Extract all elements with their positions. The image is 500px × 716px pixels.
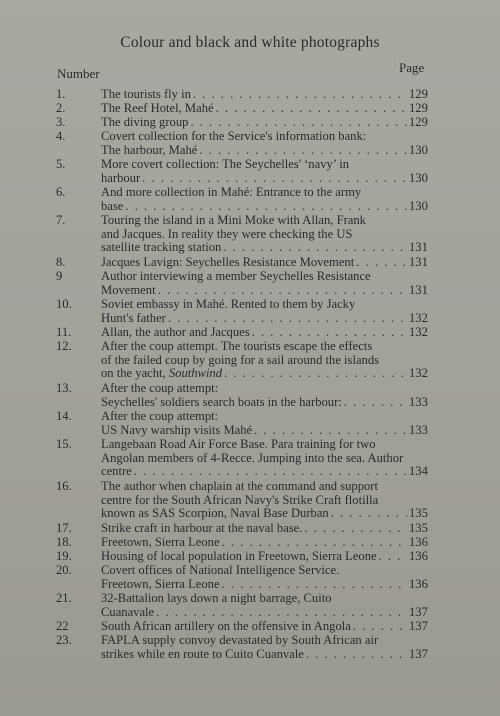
item-caption (101, 326, 407, 340)
caption-text: Author interviewing a member Seychelles Resistance (101, 270, 371, 283)
caption-text: Seychelles' soldiers search boats in the harbour: (101, 395, 342, 409)
leader-dots (166, 312, 407, 326)
caption-line (101, 634, 407, 648)
leader-dots (154, 606, 407, 620)
caption-text: The diving group (101, 116, 189, 129)
page-number: 132 (409, 325, 428, 339)
leader-dots (123, 200, 407, 214)
page-number: 131 (409, 282, 428, 297)
page-column-header: Page (399, 60, 425, 75)
leader-dots (214, 102, 407, 116)
item-number: 12. (56, 339, 72, 353)
caption-line (101, 564, 407, 578)
page-number: 130 (409, 142, 428, 157)
caption-text: FAPLA supply convoy devastated by South African air (101, 634, 379, 647)
caption-text: known as SAS Scorpion, Naval Base Durban (101, 507, 329, 521)
caption-line (101, 396, 407, 410)
caption-text: Allan, the author and Jacques (101, 326, 250, 339)
caption-line (101, 382, 407, 396)
caption-line (101, 116, 407, 130)
caption-text: Jacques Lavign: Seychelles Resistance Movement (101, 256, 355, 269)
item-caption (101, 102, 407, 116)
leader-dots (221, 241, 407, 255)
caption-line (101, 172, 407, 186)
leader-dots (252, 424, 407, 438)
caption-text: centre for the South African Navy's Strike Craft flotilla (101, 493, 379, 507)
item-caption (101, 536, 407, 550)
caption-line (101, 326, 407, 340)
caption-line (101, 214, 407, 228)
item-caption (101, 620, 407, 634)
leader-dots (354, 256, 407, 270)
leader-dots (351, 620, 407, 634)
caption-line (101, 578, 407, 592)
leader-dots (304, 648, 407, 662)
caption-line (101, 158, 407, 172)
item-number: 18. (56, 535, 72, 549)
caption-line (101, 200, 407, 214)
caption-text: strikes while en route to Cuito Cuanvale (101, 647, 304, 661)
item-number: 11. (56, 325, 72, 339)
page-number: 131 (409, 255, 428, 269)
item-number: 5. (56, 157, 66, 171)
caption-text: Cuanavale (101, 605, 155, 619)
caption-text: The Reef Hotel, Mahé (101, 102, 214, 115)
page-number: 133 (409, 422, 428, 437)
caption-text: Freetown, Sierra Leone (101, 536, 220, 549)
caption-line (101, 256, 407, 270)
caption-line (101, 186, 407, 200)
caption-line (101, 88, 407, 102)
caption-text: Covert collection for the Service's information bank: (101, 130, 367, 143)
caption-text: After the coup attempt: (101, 382, 219, 395)
page-number: 132 (409, 310, 428, 325)
caption-line (101, 522, 407, 536)
caption-text: Strike craft in harbour at the naval base. (101, 522, 303, 535)
caption-text: Angolan members of 4-Recce. Jumping into the sea. Author (101, 451, 404, 465)
leader-dots (188, 116, 407, 130)
item-number: 22 (56, 619, 69, 633)
page-number: 137 (409, 604, 428, 619)
caption-line (101, 270, 407, 284)
caption-line (101, 241, 407, 255)
caption-text: Housing of local population in Freetown, Sierra Leone (101, 550, 377, 563)
caption-text: Covert offices of National Intelligence Service. (101, 564, 340, 577)
item-caption (101, 438, 407, 479)
caption-line (101, 228, 407, 242)
leader-dots (140, 172, 407, 186)
leader-dots (342, 396, 407, 410)
item-number: 17. (56, 521, 72, 535)
item-caption (101, 382, 407, 409)
caption-text: Soviet embassy in Mahé. Rented to them by Jacky (101, 298, 356, 311)
caption-line (101, 606, 407, 620)
item-number: 3. (56, 115, 66, 129)
leader-dots (222, 367, 407, 381)
caption-italic-text: Southwind (165, 367, 223, 381)
item-caption (101, 340, 407, 381)
caption-line (101, 620, 407, 634)
caption-text: After the coup attempt: (101, 410, 219, 423)
page-number: 136 (409, 535, 428, 549)
item-caption (101, 592, 407, 619)
leader-dots (220, 578, 407, 592)
leader-dots (302, 522, 407, 536)
item-number: 4. (56, 129, 66, 143)
caption-text: US Navy warship visits Mahé (101, 423, 253, 437)
caption-line (101, 354, 407, 368)
caption-line (101, 592, 407, 606)
item-number: 21. (56, 591, 72, 605)
leader-dots (197, 144, 407, 158)
leader-dots (250, 326, 407, 340)
caption-line (101, 648, 407, 662)
item-caption (101, 480, 407, 521)
page-number: 129 (409, 101, 428, 115)
leader-dots (377, 550, 407, 564)
caption-line (101, 550, 407, 564)
caption-text: And more collection in Mahé: Entrance to the army (101, 186, 362, 199)
caption-line (101, 494, 407, 508)
caption-text: Langebaan Road Air Force Base. Para training for two (101, 438, 376, 451)
item-caption (101, 130, 407, 157)
item-caption (101, 298, 407, 325)
caption-line (101, 298, 407, 312)
item-caption (101, 564, 407, 591)
page-number: 130 (409, 170, 428, 185)
item-caption (101, 214, 407, 255)
caption-line (101, 424, 407, 438)
page-number: 133 (409, 394, 428, 409)
page-number: 132 (409, 366, 428, 381)
caption-text: Hunt's father (101, 311, 166, 325)
caption-text: Touring the island in a Mini Moke with Allan, Frank (101, 214, 366, 227)
item-number: 8. (56, 255, 66, 269)
item-number: 2. (56, 101, 66, 115)
page-number: 135 (409, 506, 428, 521)
number-column-header: Number (57, 66, 100, 81)
caption-text: The tourists fly in (101, 88, 191, 101)
item-number: 1. (56, 87, 66, 101)
item-caption (101, 158, 407, 185)
item-number: 13. (56, 381, 72, 395)
page-number: 137 (409, 646, 428, 661)
page-number: 129 (409, 87, 428, 101)
page-number: 137 (409, 619, 428, 633)
caption-text: of the failed coup by going for a sail around the islands (101, 353, 380, 367)
caption-text: base (101, 199, 124, 213)
page-number: 136 (409, 549, 428, 563)
caption-text: harbour (101, 171, 141, 185)
caption-text: Movement (101, 283, 156, 297)
caption-text: satellite tracking station (101, 241, 222, 255)
caption-line (101, 536, 407, 550)
caption-text: 32-Battalion lays down a night barrage, Cuito (101, 592, 332, 605)
item-caption (101, 410, 407, 437)
item-number: 10. (56, 297, 72, 311)
caption-line (101, 367, 407, 381)
caption-line (101, 130, 407, 144)
caption-text: on the yacht, (101, 367, 166, 381)
page-number: 129 (409, 115, 428, 129)
caption-text: After the coup attempt. The tourists escape the effects (101, 340, 373, 353)
caption-line (101, 480, 407, 494)
caption-line (101, 465, 407, 479)
caption-text: The harbour, Mahé (101, 143, 198, 157)
caption-line (101, 452, 407, 466)
caption-line (101, 312, 407, 326)
leader-dots (220, 536, 407, 550)
caption-line (101, 410, 407, 424)
item-caption (101, 270, 407, 297)
item-caption (101, 256, 407, 270)
leader-dots (191, 88, 407, 102)
caption-text: and Jacques. In reality they were checking the US (101, 227, 353, 241)
item-caption (101, 88, 407, 102)
caption-text: The author when chaplain at the command and support (101, 480, 378, 493)
item-number: 23. (56, 633, 72, 647)
page-number: 130 (409, 198, 428, 213)
item-caption (101, 116, 407, 130)
item-number: 14. (56, 409, 72, 423)
caption-text: South African artillery on the offensive in Angola (101, 620, 351, 633)
caption-line (101, 284, 407, 298)
leader-dots (132, 465, 407, 479)
caption-text: centre (101, 465, 132, 479)
item-number: 16. (56, 479, 72, 493)
item-number: 15. (56, 437, 72, 451)
item-caption (101, 522, 407, 536)
item-number: 6. (56, 185, 66, 199)
item-number: 9 (56, 269, 63, 283)
caption-line (101, 144, 407, 158)
page-number: 135 (409, 521, 428, 535)
page-number: 134 (409, 464, 428, 479)
caption-text: Freetown, Sierra Leone (101, 577, 220, 591)
item-caption (101, 186, 407, 213)
item-number: 20. (56, 563, 72, 577)
caption-line (101, 507, 407, 521)
item-caption (101, 634, 407, 661)
caption-line (101, 102, 407, 116)
item-caption (101, 550, 407, 564)
caption-line (101, 438, 407, 452)
leader-dots (329, 507, 407, 521)
item-number: 19. (56, 549, 72, 563)
item-number: 7. (56, 213, 66, 227)
caption-line (101, 340, 407, 354)
leader-dots (156, 284, 407, 298)
caption-text: More covert collection: The Seychelles' ‘navy’ in (101, 158, 349, 171)
page-number: 136 (409, 576, 428, 591)
page-number: 131 (409, 240, 428, 255)
page-title: Colour and black and white photographs (120, 34, 380, 51)
